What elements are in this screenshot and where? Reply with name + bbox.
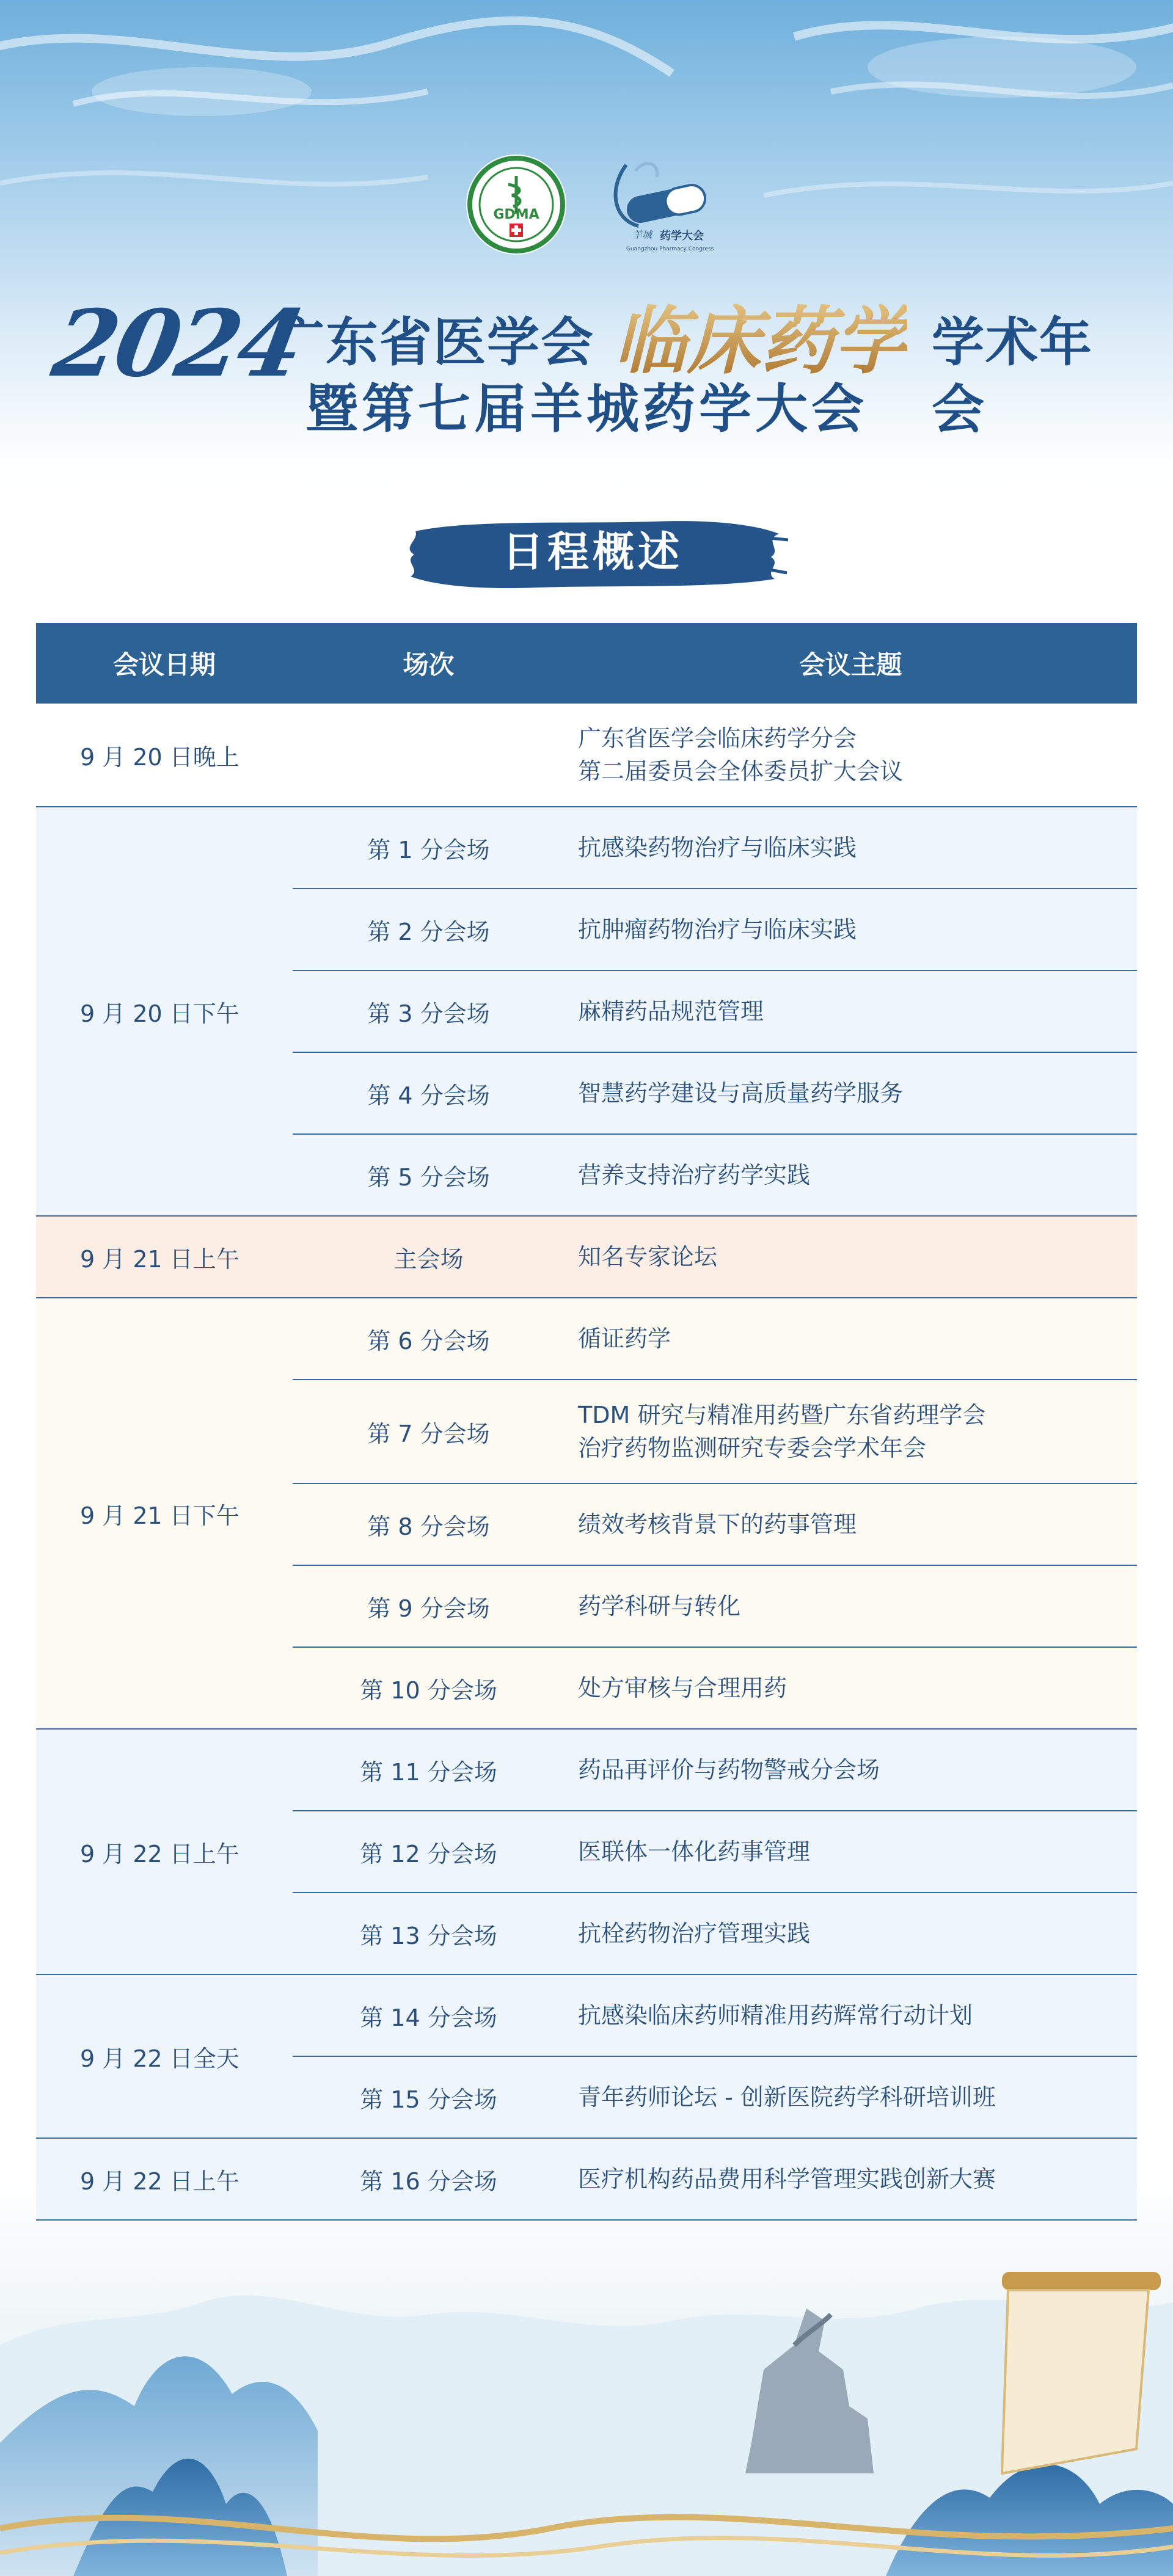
table-row [36,807,1137,889]
cell-session: 主会场 [293,1216,565,1298]
cell-topic [565,889,1137,970]
topic-line: 抗感染临床药师精准用药辉常行动计划 [578,2002,973,2029]
topic-line: 麻精药品规范管理 [578,998,764,1025]
cell-topic [565,1052,1137,1134]
topic-line: 智慧药学建设与高质量药学服务 [578,1080,904,1107]
topic-line: 医疗机构药品费用科学管理实践创新大赛 [578,2166,996,2192]
title-highlight: 临床药学 [614,296,907,387]
cell-session: 第 13 分会场 [293,1893,565,1974]
cell-date: 9 月 20 日下午 [36,807,293,1216]
title-part2: 学术年会 [932,312,1093,440]
cell-date: 9 月 21 日下午 [36,1298,293,1729]
cell-topic [565,807,1137,889]
cell-session: 第 16 分会场 [293,2138,565,2220]
table-row [36,704,1137,807]
topic-line: 抗肿瘤药物治疗与临床实践 [578,916,857,943]
logo-congress-text: 药学大会 [660,230,704,242]
topic-line: 抗栓药物治疗管理实践 [578,1920,811,1947]
topic-line: 知名专家论坛 [578,1243,718,1270]
section-title: 日程概述 [502,528,683,577]
mountains-goat-statue-scroll-illustration [0,2186,1173,2576]
cell-session: 第 12 分会场 [293,1811,565,1893]
logo-congress-subtext: Guangzhou Pharmacy Congress [626,246,714,252]
topic-line: 治疗药物监测研究专委会学术年会 [578,1435,927,1461]
topic-line: 抗感染药物治疗与临床实践 [578,834,857,861]
gdma-emblem-icon [464,153,568,257]
topic-line: 绩效考核背景下的药事管理 [578,1511,857,1538]
cell-topic [565,1893,1137,1974]
cell-session: 第 2 分会场 [293,889,565,970]
topic-line: 循证药学 [578,1325,671,1352]
topic-line: TDM 研究与精准用药暨广东省药理学会 [578,1402,986,1428]
cell-session: 第 10 分会场 [293,1647,565,1729]
cell-topic [565,1134,1137,1216]
main-title-line2: 暨第七届羊城药学大会 [305,379,868,440]
cell-session: 第 15 分会场 [293,2056,565,2138]
cell-session: 第 1 分会场 [293,807,565,889]
cell-session: 第 8 分会场 [293,1483,565,1565]
table-row [36,1974,1137,2056]
topic-line: 营养支持治疗药学实践 [578,1162,811,1188]
table-row [36,1216,1137,1298]
cell-topic [565,1216,1137,1298]
cell-session: 第 4 分会场 [293,1052,565,1134]
cell-date: 9 月 22 日上午 [36,1729,293,1974]
cell-session: 第 6 分会场 [293,1298,565,1380]
cell-topic [565,1974,1137,2056]
cell-date: 9 月 20 日晚上 [36,704,293,807]
cell-topic [565,1483,1137,1565]
cell-topic [565,1647,1137,1729]
cell-session [293,704,565,807]
schedule-body [36,704,1137,2220]
title-part1: 广东省医学会 [272,312,594,373]
cell-topic [565,2056,1137,2138]
cell-session: 第 3 分会场 [293,970,565,1052]
cell-topic [565,1565,1137,1647]
cell-date: 9 月 21 日上午 [36,1216,293,1298]
cell-date: 9 月 22 日上午 [36,2138,293,2220]
topic-line: 广东省医学会临床药学分会 [578,725,857,752]
title-year: 2024 [45,290,310,398]
cell-topic [565,1298,1137,1380]
topic-line: 医联体一体化药事管理 [578,1838,811,1865]
cell-session: 第 5 分会场 [293,1134,565,1216]
topic-line: 处方审核与合理用药 [578,1675,787,1701]
logo-script-text: 羊城 [632,229,652,241]
cell-session: 第 11 分会场 [293,1729,565,1811]
schedule-table [36,623,1137,2221]
cell-session: 第 7 分会场 [293,1380,565,1483]
header-date: 会议日期 [36,623,293,704]
cell-topic [565,1729,1137,1811]
cell-topic [565,704,1137,807]
header-topic: 会议主题 [565,623,1137,704]
cell-topic [565,1380,1137,1483]
table-row [36,1729,1137,1811]
topic-line: 青年药师论坛 - 创新医院药学科研培训班 [578,2084,996,2111]
topic-line: 第二届委员会全体委员扩大会议 [578,758,904,785]
cell-session: 第 14 分会场 [293,1974,565,2056]
header-session: 场次 [293,623,565,704]
topic-line: 药品再评价与药物警戒分会场 [578,1756,880,1783]
gdma-logo-text: GDMA [493,207,539,222]
topic-line: 药学科研与转化 [578,1593,741,1620]
cell-topic [565,1811,1137,1893]
cell-date: 9 月 22 日全天 [36,1974,293,2138]
table-header-row [36,623,1137,704]
table-row [36,1298,1137,1380]
cell-session: 第 9 分会场 [293,1565,565,1647]
cell-topic [565,970,1137,1052]
capsule-logo-icon [602,153,724,260]
